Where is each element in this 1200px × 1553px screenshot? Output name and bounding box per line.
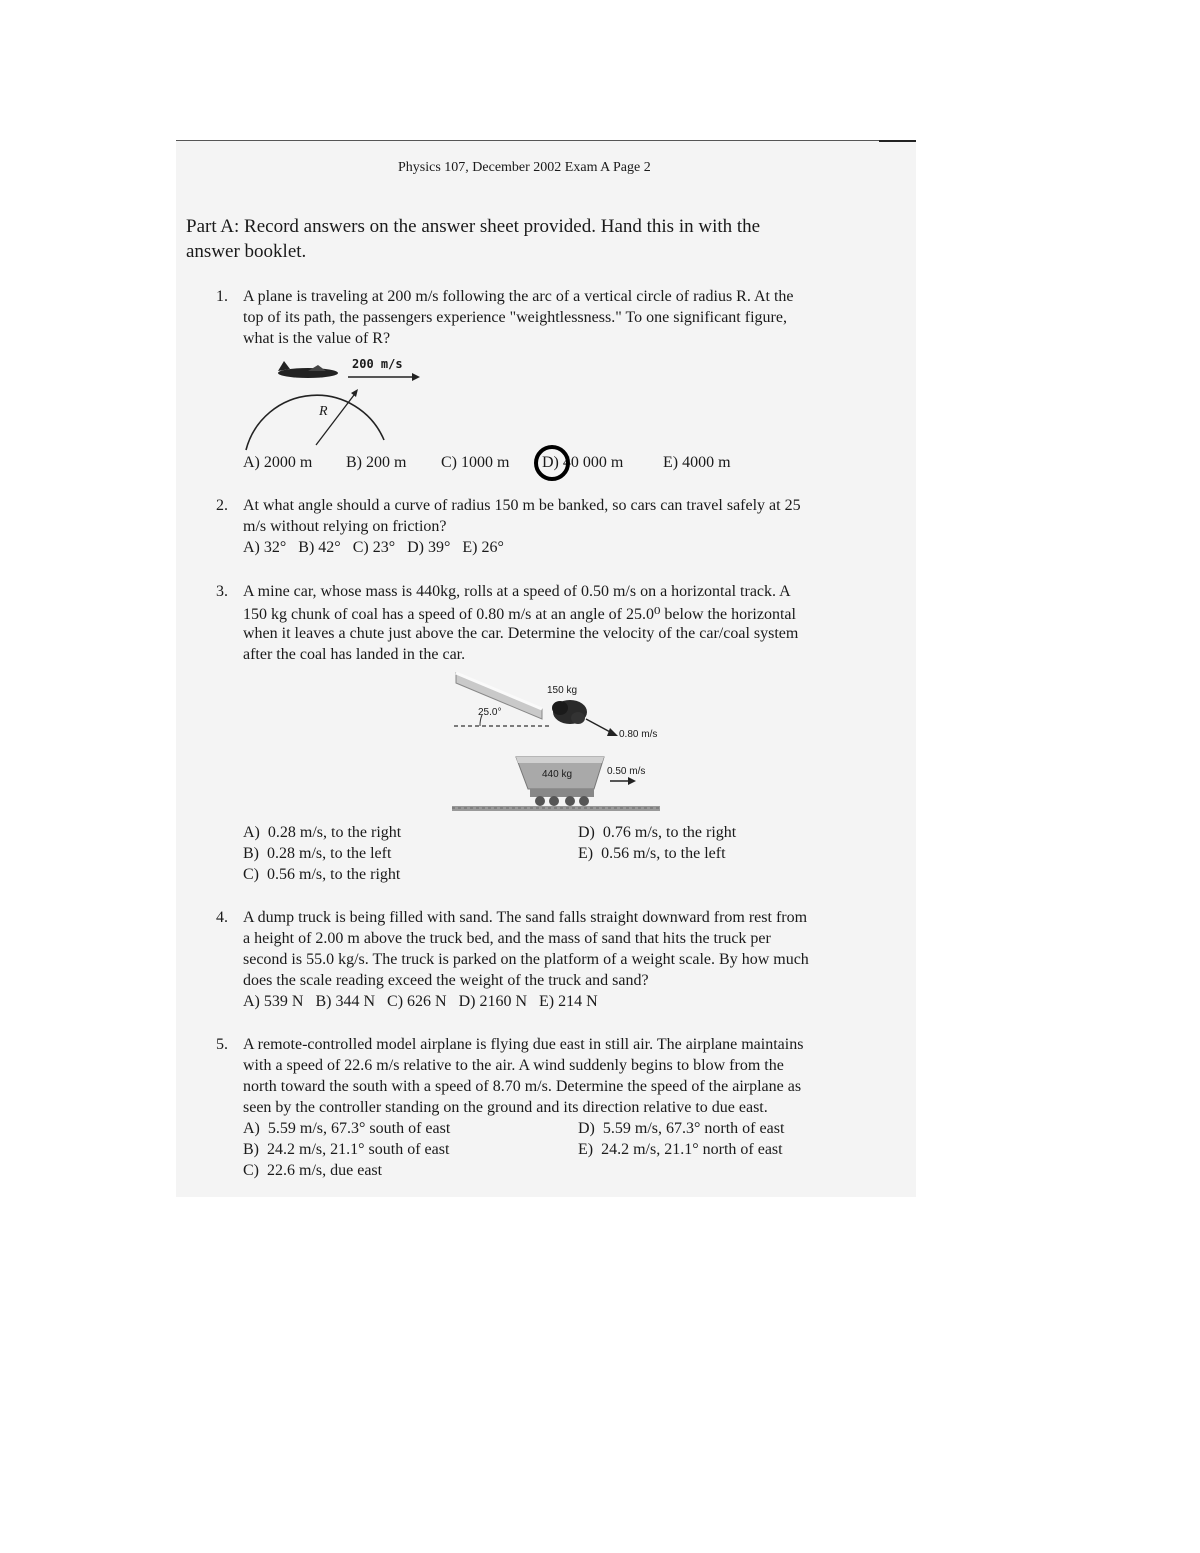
question-1-choice-e: E) 4000 m bbox=[663, 454, 731, 471]
part-a-instruction-line-1: Part A: Record answers on the answer sheet provided. Hand this in with the bbox=[186, 216, 761, 237]
question-3-choice-e: E) 0.56 m/s, to the left bbox=[578, 845, 726, 862]
coal-mass-label: 150 kg bbox=[547, 685, 578, 696]
question-5-choice-c: C) 22.6 m/s, due east bbox=[243, 1162, 383, 1179]
question-1-line-1: A plane is traveling at 200 m/s following the arc of a vertical circle of radius R. At the bbox=[243, 288, 794, 305]
question-4-number: 4. bbox=[216, 909, 228, 926]
question-5-choice-e: E) 24.2 m/s, 21.1° north of east bbox=[578, 1141, 783, 1158]
question-3-choice-c: C) 0.56 m/s, to the right bbox=[243, 866, 401, 883]
answer-circle-mark bbox=[532, 443, 572, 483]
question-4-line-1: A dump truck is being filled with sand. The sand falls straight downward from rest from bbox=[243, 909, 808, 926]
question-1-choice-c: C) 1000 m bbox=[441, 454, 510, 471]
question-5-choice-b: B) 24.2 m/s, 21.1° south of east bbox=[243, 1141, 450, 1158]
question-3-choice-a: A) 0.28 m/s, to the right bbox=[243, 824, 402, 841]
question-2-line-2: m/s without relying on friction? bbox=[243, 518, 447, 535]
question-5-line-1: A remote-controlled model airplane is flying due east in still air. The airplane maintains bbox=[243, 1036, 804, 1053]
airplane-icon bbox=[278, 361, 338, 378]
question-4-choice-b: B) 344 N bbox=[315, 993, 376, 1010]
question-1-choice-a: A) 2000 m bbox=[243, 454, 313, 471]
question-3-line-1: A mine car, whose mass is 440kg, rolls at a speed of 0.50 m/s on a horizontal track. A bbox=[243, 583, 791, 600]
circle-arc bbox=[246, 395, 384, 450]
car-mass-label: 440 kg bbox=[542, 769, 573, 780]
top-rule bbox=[176, 140, 916, 141]
part-a-instruction-line-2: answer booklet. bbox=[186, 241, 307, 262]
question-2-choice-c: C) 23° bbox=[352, 539, 396, 556]
rail-track bbox=[452, 806, 660, 811]
question-4-choice-d: D) 2160 N bbox=[458, 993, 528, 1010]
question-3-number: 3. bbox=[216, 583, 228, 600]
car-speed-label: 0.50 m/s bbox=[607, 766, 646, 777]
question-4-choice-e: E) 214 N bbox=[539, 993, 598, 1010]
coal-chunk-icon bbox=[552, 700, 587, 724]
question-2-choice-a: A) 32° bbox=[243, 539, 287, 556]
question-4-line-3: second is 55.0 kg/s. The truck is parked on the platform of a weight scale. By how much bbox=[243, 951, 809, 968]
question-4-line-4: does the scale reading exceed the weight of the truck and sand? bbox=[243, 972, 649, 989]
question-2-line-1: At what angle should a curve of radius 150 m be banked, so cars can travel safely at 25 bbox=[243, 497, 801, 514]
question-3-choice-b: B) 0.28 m/s, to the left bbox=[243, 845, 392, 862]
question-2-choice-e: E) 26° bbox=[462, 539, 504, 556]
question-1-line-3: what is the value of R? bbox=[243, 330, 391, 347]
plane-circle-diagram bbox=[236, 355, 436, 455]
radius-arrow bbox=[316, 395, 354, 445]
top-rule-accent bbox=[879, 140, 916, 142]
question-5-line-4: seen by the controller standing on the ground and its direction relative to due east. bbox=[243, 1099, 768, 1116]
question-4-choices bbox=[243, 993, 598, 1011]
page-header: Physics 107, December 2002 Exam A Page 2 bbox=[398, 160, 651, 175]
question-5-choice-a: A) 5.59 m/s, 67.3° south of east bbox=[243, 1120, 451, 1137]
question-1-choice-d: D) 40 000 m bbox=[542, 454, 624, 471]
question-2-choices bbox=[243, 539, 504, 557]
radius-label: R bbox=[319, 404, 328, 419]
question-5-choice-d: D) 5.59 m/s, 67.3° north of east bbox=[578, 1120, 785, 1137]
question-5-number: 5. bbox=[216, 1036, 228, 1053]
question-4-line-2: a height of 2.00 m above the truck bed, and the mass of sand that hits the truck per bbox=[243, 930, 771, 947]
question-2-number: 2. bbox=[216, 497, 228, 514]
plane-speed-label: 200 m/s bbox=[352, 357, 403, 371]
question-3-line-4: after the coal has landed in the car. bbox=[243, 646, 466, 663]
question-3-line-3: when it leaves a chute just above the car. Determine the velocity of the car/coal system bbox=[243, 625, 799, 642]
question-3-line-2: 150 kg chunk of coal has a speed of 0.80 m/s at an angle of 25.0⁰ below the horizontal bbox=[243, 606, 796, 623]
question-5-line-3: north toward the south with a speed of 8.70 m/s. Determine the speed of the airplane as bbox=[243, 1078, 802, 1095]
question-4-choice-a: A) 539 N bbox=[243, 993, 304, 1010]
chute-angle-label: 25.0° bbox=[478, 707, 502, 718]
question-1-line-2: top of its path, the passengers experience "weightlessness." To one significant figure, bbox=[243, 309, 787, 326]
question-4-choice-c: C) 626 N bbox=[387, 993, 447, 1010]
coal-velocity-arrow bbox=[586, 719, 612, 733]
question-1-number: 1. bbox=[216, 288, 228, 305]
coal-speed-label: 0.80 m/s bbox=[619, 729, 658, 740]
question-5-line-2: with a speed of 22.6 m/s relative to the air. A wind suddenly begins to blow from the bbox=[243, 1057, 784, 1074]
question-1-choice-b: B) 200 m bbox=[346, 454, 407, 471]
question-3-choice-d: D) 0.76 m/s, to the right bbox=[578, 824, 737, 841]
question-2-choice-d: D) 39° bbox=[407, 539, 451, 556]
mine-car bbox=[516, 757, 604, 806]
question-2-choice-b: B) 42° bbox=[298, 539, 341, 556]
